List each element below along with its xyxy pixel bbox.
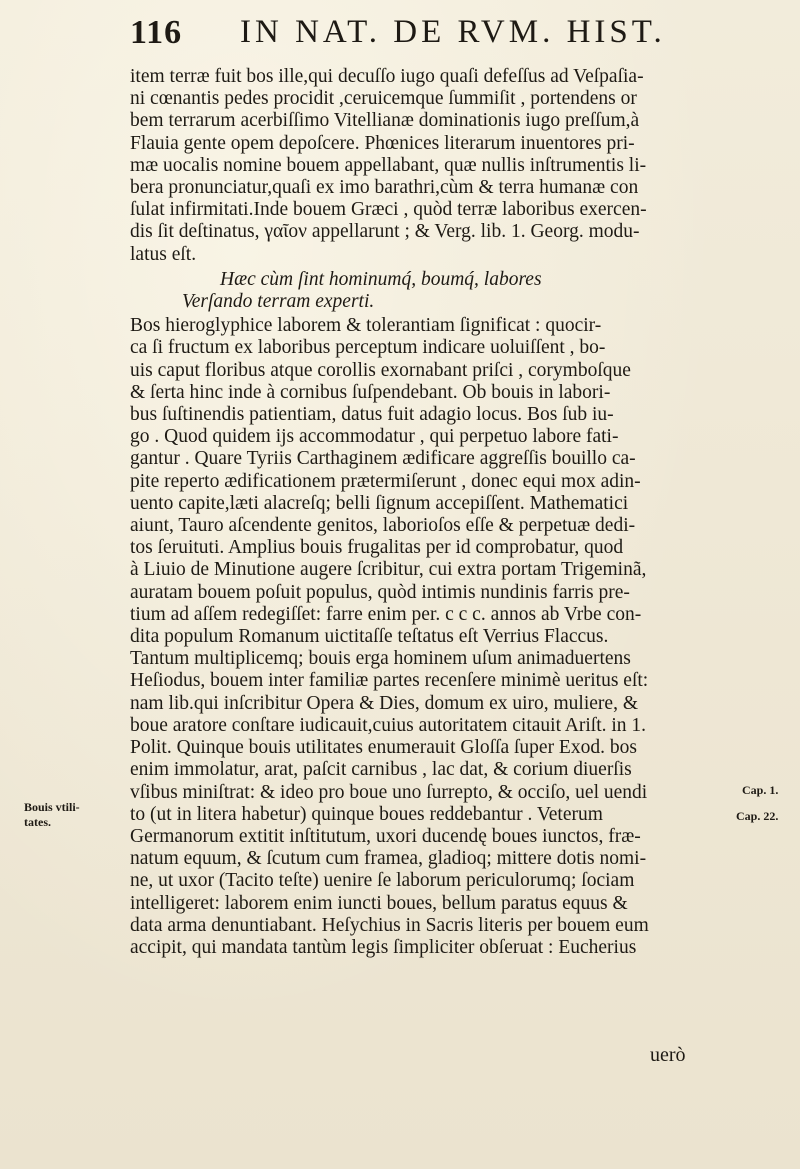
main-text-block <box>130 66 730 959</box>
verse-line-2: Verſando terram experti. <box>182 291 375 313</box>
margin-note-left-text: Bouis vtili- tates. <box>24 800 80 829</box>
verse-line-1: Hæc cùm ſint hominumq́, boumq́, labores <box>220 268 542 290</box>
verse-quotation <box>130 269 730 313</box>
margin-note-right-2: Cap. 22. <box>736 809 779 823</box>
paragraph-2: Bos hieroglyphice laborem & tolerantiam ſignificat : quocir- ca ſi fructum ex laboribus perceptum indicare uoluiſſent , bo- uis caput floribus atque corollis exornabant priſci , corymboſque & ſerta hinc inde à cornibus ſuſpendebant. Ob bouis in labori- bus ſuſtinendis patientiam, datus fuit adagio locus. Bos ſub iu- go . Quod quidem ijs accommodatur , qui perpetuo labore fati- gantur . Quare Tyriis Carthaginem ædificare aggreſſis bouillo ca- pite reperto ædificationem prætermiſerunt , donec equi mox adin- uento capite,læti alacreſq; belli ſignum accepiſſent. Mathematici aiunt, Tauro aſcendente genitos, laborioſos eſſe & perpetuæ dedi- tos ſeruituti. Amplius bouis frugalitas per id comprobatur, quod à Liuio de Minutione augere ſcribitur, cui extra portam Trigeminã, auratam bouem poſuit populus, quòd intimis nundinis farris pre- tium ad aſſem redegiſſet: farre enim per. c c c. annos ab Vrbe con- dita populum Romanum uictitaſſe teſtatus eſt Verrius Flaccus. Tantum multiplicemq; bouis erga hominem uſum animaduertens Heſiodus, bouem inter familiæ partes recenſere minimè ueritus eſt: nam lib.qui inſcribitur Opera & Dies, domum ex uiro, muliere, & boue aratore conſtare iudicauit,cuius autoritatem citauit Ariſt. in 1. Polit. Quinque bouis utilitates enumerauit Gloſſa ſuper Exod. bos enim immolatur, arat, paſcit carnibus , lac dat, & corium diuerſis vſibus miniſtrat: & ideo pro boue uno ſurrepto, & occiſo, uel uendi to (ut in litera habetur) quinque boues reddebantur . Veterum Germanorum extitit inſtitutum, uxori ducendę boues iunctos, fræ- natum equum, & ſcutum cum framea, gladioq; mittere dotis nomi- ne, ut uxor (Tacito teſte) uenire ſe laborum periculorumq; ſociam intelligeret: laborem enim iuncti boues, bellum paratus equus & data arma denuntiabant. Heſychius in Sacris literis per bouem eum accipit, qui mandata tantùm legis ſimpliciter obſeruat : Eucherius <box>130 315 649 958</box>
paragraph-1: item terræ fuit bos ille,qui decuſſo iugo quaſi defeſſus ad Veſpaſia- ni cœnantis pedes procidit ,ceruicemque ſummiſit , portendens or bem terrarum acerbiſſimo Vitellianæ dominationis iugo preſſum,à Flauia gente opem depoſcere. Phœnices literarum inuentores pri- mæ uocalis nomine bouem appellabant, quæ nullis inſtrumentis li- bera pronunciatur,quaſi ex imo barathri,cùm & terra humanæ con ſulat infirmitati.Inde bouem Græci , quòd terræ laboribus exercen- dis ſit deſtinatus, γαῖον appellarunt ; & Verg. lib. 1. Georg. modu- latus eſt. <box>130 66 647 265</box>
page-number: 116 <box>130 14 183 51</box>
running-head: IN NAT. DE RVM. HIST. <box>240 14 666 50</box>
page-header <box>130 14 670 58</box>
margin-note-right-1: Cap. 1. <box>742 783 779 797</box>
margin-note-left <box>24 800 124 830</box>
catchword: uerò <box>650 1044 686 1066</box>
